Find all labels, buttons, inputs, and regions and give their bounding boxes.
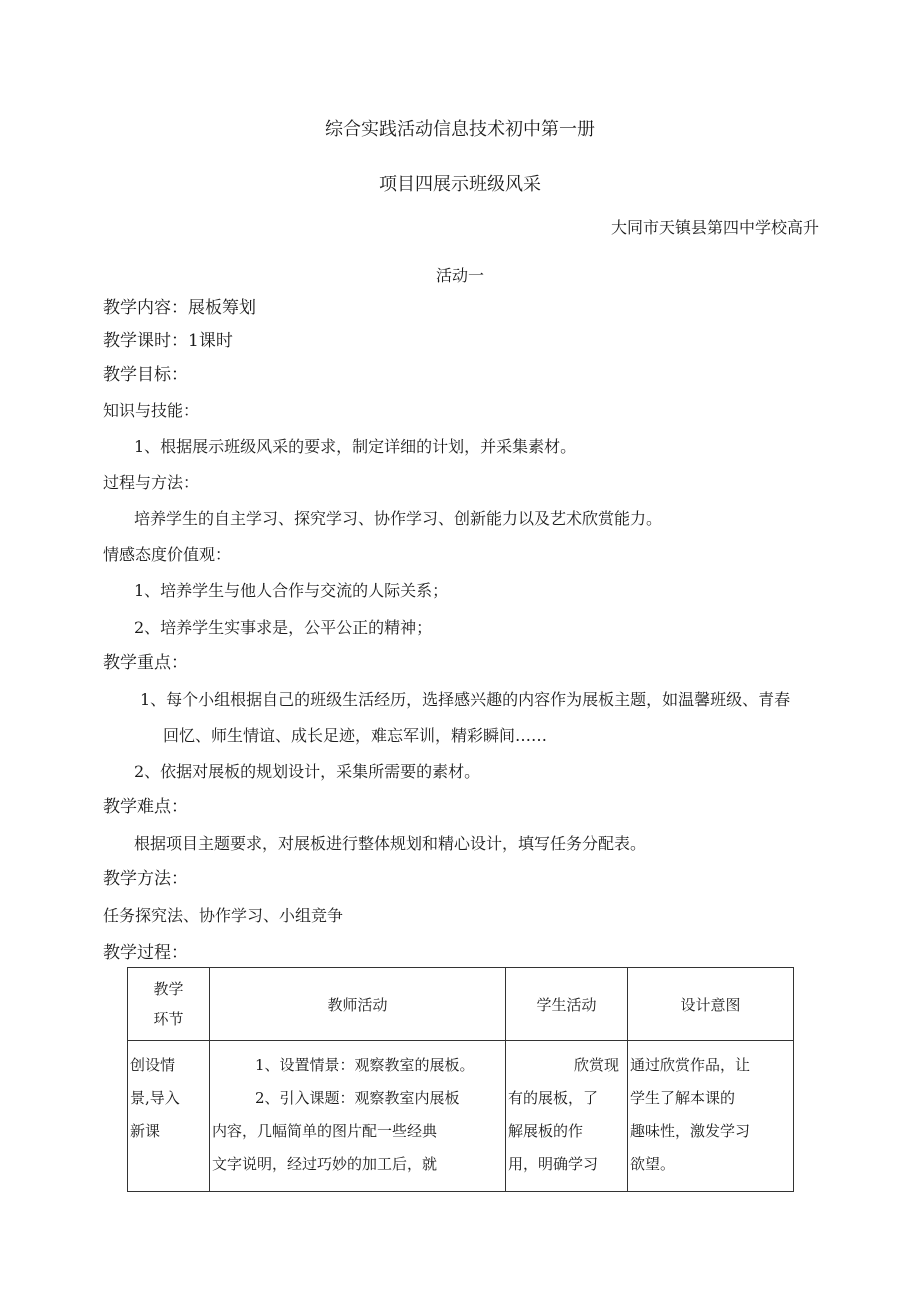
emotion-label: 情感态度价值观： [103, 545, 232, 564]
intent-line: 学生了解本课的 [630, 1089, 736, 1107]
stage-line: 景,导入 [130, 1089, 180, 1107]
knowledge-label: 知识与技能： [103, 401, 200, 420]
student-line: 用，明确学习 [508, 1155, 599, 1173]
header-design-intent: 设计意图 [628, 968, 794, 1041]
intent-line: 欲望。 [630, 1155, 676, 1173]
teacher-line: 1、设置情景：观察教室的展板。 [255, 1056, 475, 1074]
header-student-activity: 学生活动 [506, 968, 628, 1041]
activity-heading: 活动一 [435, 266, 484, 285]
author-line: 大同市天镇县第四中学校高升 [610, 218, 819, 237]
header-teacher-activity: 教师活动 [210, 968, 506, 1041]
procedure-label: 教学过程： [103, 943, 188, 963]
document-title: 综合实践活动信息技术初中第一册 [325, 119, 595, 140]
table-row [128, 1041, 794, 1192]
difficulty-item: 根据项目主题要求，对展板进行整体规划和精心设计，填写任务分配表。 [134, 834, 647, 853]
knowledge-item: 1、根据展示班级风采的要求，制定详细的计划，并采集素材。 [134, 437, 577, 456]
student-line: 欣赏现 [574, 1056, 620, 1074]
cell-teacher-activity [210, 1041, 506, 1192]
method-label: 教学方法： [103, 869, 188, 889]
process-item: 培养学生的自主学习、探究学习、协作学习、创新能力以及艺术欣赏能力。 [134, 509, 663, 528]
teaching-content: 教学内容：展板筹划 [103, 298, 256, 318]
focus-item-2: 2、依据对展板的规划设计，采集所需要的素材。 [134, 762, 481, 781]
emotion-item-2: 2、培养学生实事求是，公平公正的精神； [134, 618, 433, 637]
intent-line: 趣味性，激发学习 [630, 1122, 751, 1140]
teacher-line: 2、引入课题：观察教室内展板 [255, 1089, 460, 1107]
cell-stage [128, 1041, 210, 1192]
teaching-process-table [127, 967, 794, 1192]
teaching-hours: 教学课时：1课时 [103, 331, 233, 351]
emotion-item-1: 1、培养学生与他人合作与交流的人际关系； [134, 581, 449, 600]
process-label: 过程与方法： [103, 473, 200, 492]
method-item: 任务探究法、协作学习、小组竞争 [103, 906, 344, 925]
student-line: 解展板的作 [508, 1122, 584, 1140]
focus-label: 教学重点： [103, 653, 188, 673]
header-stage-line-2: 环节 [153, 1010, 184, 1028]
stage-line: 创设情 [130, 1056, 176, 1074]
focus-item-1-line-2: 回忆、师生情谊、成长足迹，难忘军训，精彩瞬间…… [163, 726, 548, 745]
objectives-label: 教学目标： [103, 365, 188, 385]
cell-student-activity [506, 1041, 628, 1192]
header-stage [128, 968, 210, 1041]
focus-item-1-line-1: 1、每个小组根据自己的班级生活经历，选择感兴趣的内容作为展板主题，如温馨班级、青春 [140, 690, 791, 709]
cell-design-intent [628, 1041, 794, 1192]
student-line: 有的展板，了 [508, 1089, 599, 1107]
difficulty-label: 教学难点： [103, 797, 188, 817]
document-subtitle: 项目四展示班级风采 [379, 174, 541, 195]
stage-line: 新课 [130, 1122, 161, 1140]
teacher-line: 文字说明，经过巧妙的加工后，就 [212, 1155, 438, 1173]
teacher-line: 内容，几幅简单的图片配一些经典 [212, 1122, 438, 1140]
intent-line: 通过欣赏作品，让 [630, 1056, 751, 1074]
table-header-row [128, 968, 794, 1041]
header-stage-line-1: 教学 [153, 980, 184, 998]
